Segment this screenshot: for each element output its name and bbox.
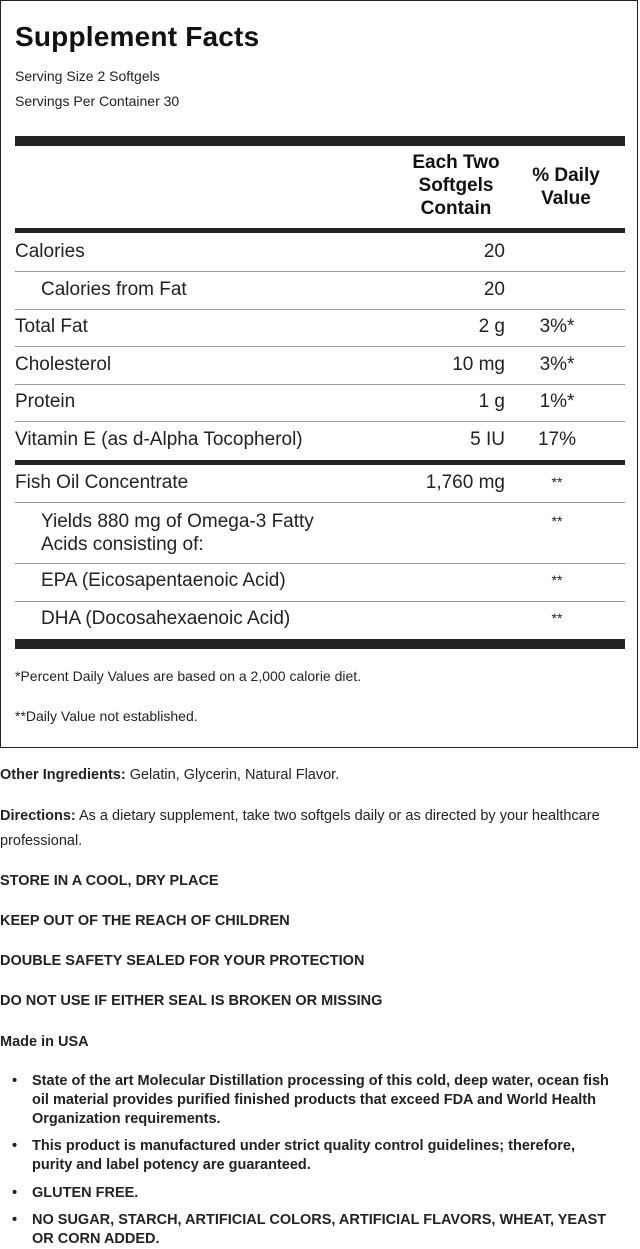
- col-header-amount-line3: Contain: [420, 198, 492, 219]
- list-item-text: NO SUGAR, STARCH, ARTIFICIAL COLORS, ARTIFICIAL FLAVORS, WHEAT, YEAST OR CORN ADDED.: [32, 1212, 607, 1247]
- medium-divider: [15, 228, 625, 233]
- directions: [0, 804, 600, 854]
- nutrient-amount: 10 mg: [452, 354, 505, 375]
- serving-size: Serving Size 2 Softgels: [15, 68, 160, 84]
- col-header-amount-line1: Each Two: [412, 152, 500, 173]
- storage-warning: STORE IN A COOL, DRY PLACE: [0, 873, 219, 889]
- col-header-amount-line2: Softgels: [418, 175, 494, 196]
- nutrient-amount: 20: [483, 279, 505, 300]
- nutrient-name-line2: Acids consisting of:: [41, 534, 204, 555]
- bullet-icon: •: [12, 1073, 18, 1089]
- row-divider: [15, 346, 625, 347]
- row-divider: [15, 502, 625, 503]
- nutrient-dv: 17%: [537, 429, 577, 450]
- thick-divider-bottom: [15, 639, 625, 649]
- other-ingredients-label: Other Ingredients:: [0, 767, 126, 783]
- nutrient-row: [15, 510, 625, 560]
- nutrient-amount: 20: [483, 241, 505, 262]
- nutrient-dv: 3%*: [539, 354, 575, 375]
- nutrient-amount: 1 g: [478, 391, 505, 412]
- nutrient-name: Calories: [15, 241, 85, 262]
- panel-title: Supplement Facts: [15, 21, 260, 52]
- nutrient-dv: **: [551, 474, 563, 490]
- nutrient-dv: **: [551, 513, 563, 529]
- directions-label: Directions:: [0, 808, 76, 824]
- row-divider: [15, 309, 625, 310]
- sealed-notice: DOUBLE SAFETY SEALED FOR YOUR PROTECTION: [0, 953, 365, 969]
- nutrient-amount: 2 g: [478, 316, 505, 337]
- bullet-icon: •: [12, 1185, 18, 1201]
- list-item-text: State of the art Molecular Distillation processing of this cold, deep water, ocean fish oil material provides purified finished products that exceed FDA and World Health Organization requirements.: [32, 1073, 609, 1127]
- servings-per-container: Servings Per Container 30: [15, 93, 180, 109]
- other-ingredients-text: Gelatin, Glycerin, Natural Flavor.: [125, 767, 340, 783]
- nutrient-name: Fish Oil Concentrate: [15, 472, 189, 493]
- bullet-icon: •: [12, 1138, 18, 1154]
- made-in: Made in USA: [0, 1034, 89, 1050]
- nutrient-amount: 5 IU: [470, 429, 505, 450]
- nutrient-name: Cholesterol: [15, 354, 112, 375]
- seal-warning: DO NOT USE IF EITHER SEAL IS BROKEN OR MISSING: [0, 993, 383, 1009]
- nutrient-name: Total Fat: [15, 316, 88, 337]
- row-divider: [15, 384, 625, 385]
- nutrient-dv: 3%*: [539, 316, 575, 337]
- nutrient-amount: 1,760 mg: [425, 472, 505, 493]
- nutrient-dv: **: [551, 610, 563, 626]
- nutrient-name: Vitamin E (as d-Alpha Tocopherol): [15, 429, 303, 450]
- nutrient-name-line1: Yields 880 mg of Omega-3 Fatty: [41, 511, 314, 532]
- footnote-dv-not-established: **Daily Value not established.: [15, 708, 198, 724]
- row-divider: [15, 421, 625, 422]
- nutrient-name: [41, 510, 314, 556]
- list-item-text: GLUTEN FREE.: [32, 1185, 139, 1201]
- bullet-icon: •: [12, 1212, 18, 1228]
- row-divider: [15, 271, 625, 272]
- medium-divider: [15, 460, 625, 465]
- col-header-dv: [521, 164, 611, 210]
- thick-divider-top: [15, 136, 625, 146]
- children-warning: KEEP OUT OF THE REACH OF CHILDREN: [0, 913, 290, 929]
- nutrient-name: EPA (Eicosapentaenoic Acid): [41, 570, 286, 591]
- row-divider: [15, 601, 625, 602]
- col-header-dv-line1: % Daily: [532, 165, 600, 186]
- directions-text: As a dietary supplement, take two softgels daily or as directed by your healthcare professional.: [0, 808, 600, 849]
- footnote-percent-dv: *Percent Daily Values are based on a 2,000 calorie diet.: [15, 668, 362, 684]
- other-ingredients: [0, 763, 600, 788]
- nutrient-name: Protein: [15, 391, 76, 412]
- nutrient-name: Calories from Fat: [41, 279, 187, 300]
- list-item-text: This product is manufactured under strict quality control guidelines; therefore, purity and label potency are guaranteed.: [32, 1138, 576, 1173]
- col-header-dv-line2: Value: [541, 188, 591, 209]
- col-header-amount: [399, 151, 513, 220]
- row-divider: [15, 563, 625, 564]
- nutrient-name: DHA (Docosahexaenoic Acid): [41, 608, 291, 629]
- nutrient-dv: 1%*: [539, 391, 575, 412]
- nutrient-dv: **: [551, 572, 563, 588]
